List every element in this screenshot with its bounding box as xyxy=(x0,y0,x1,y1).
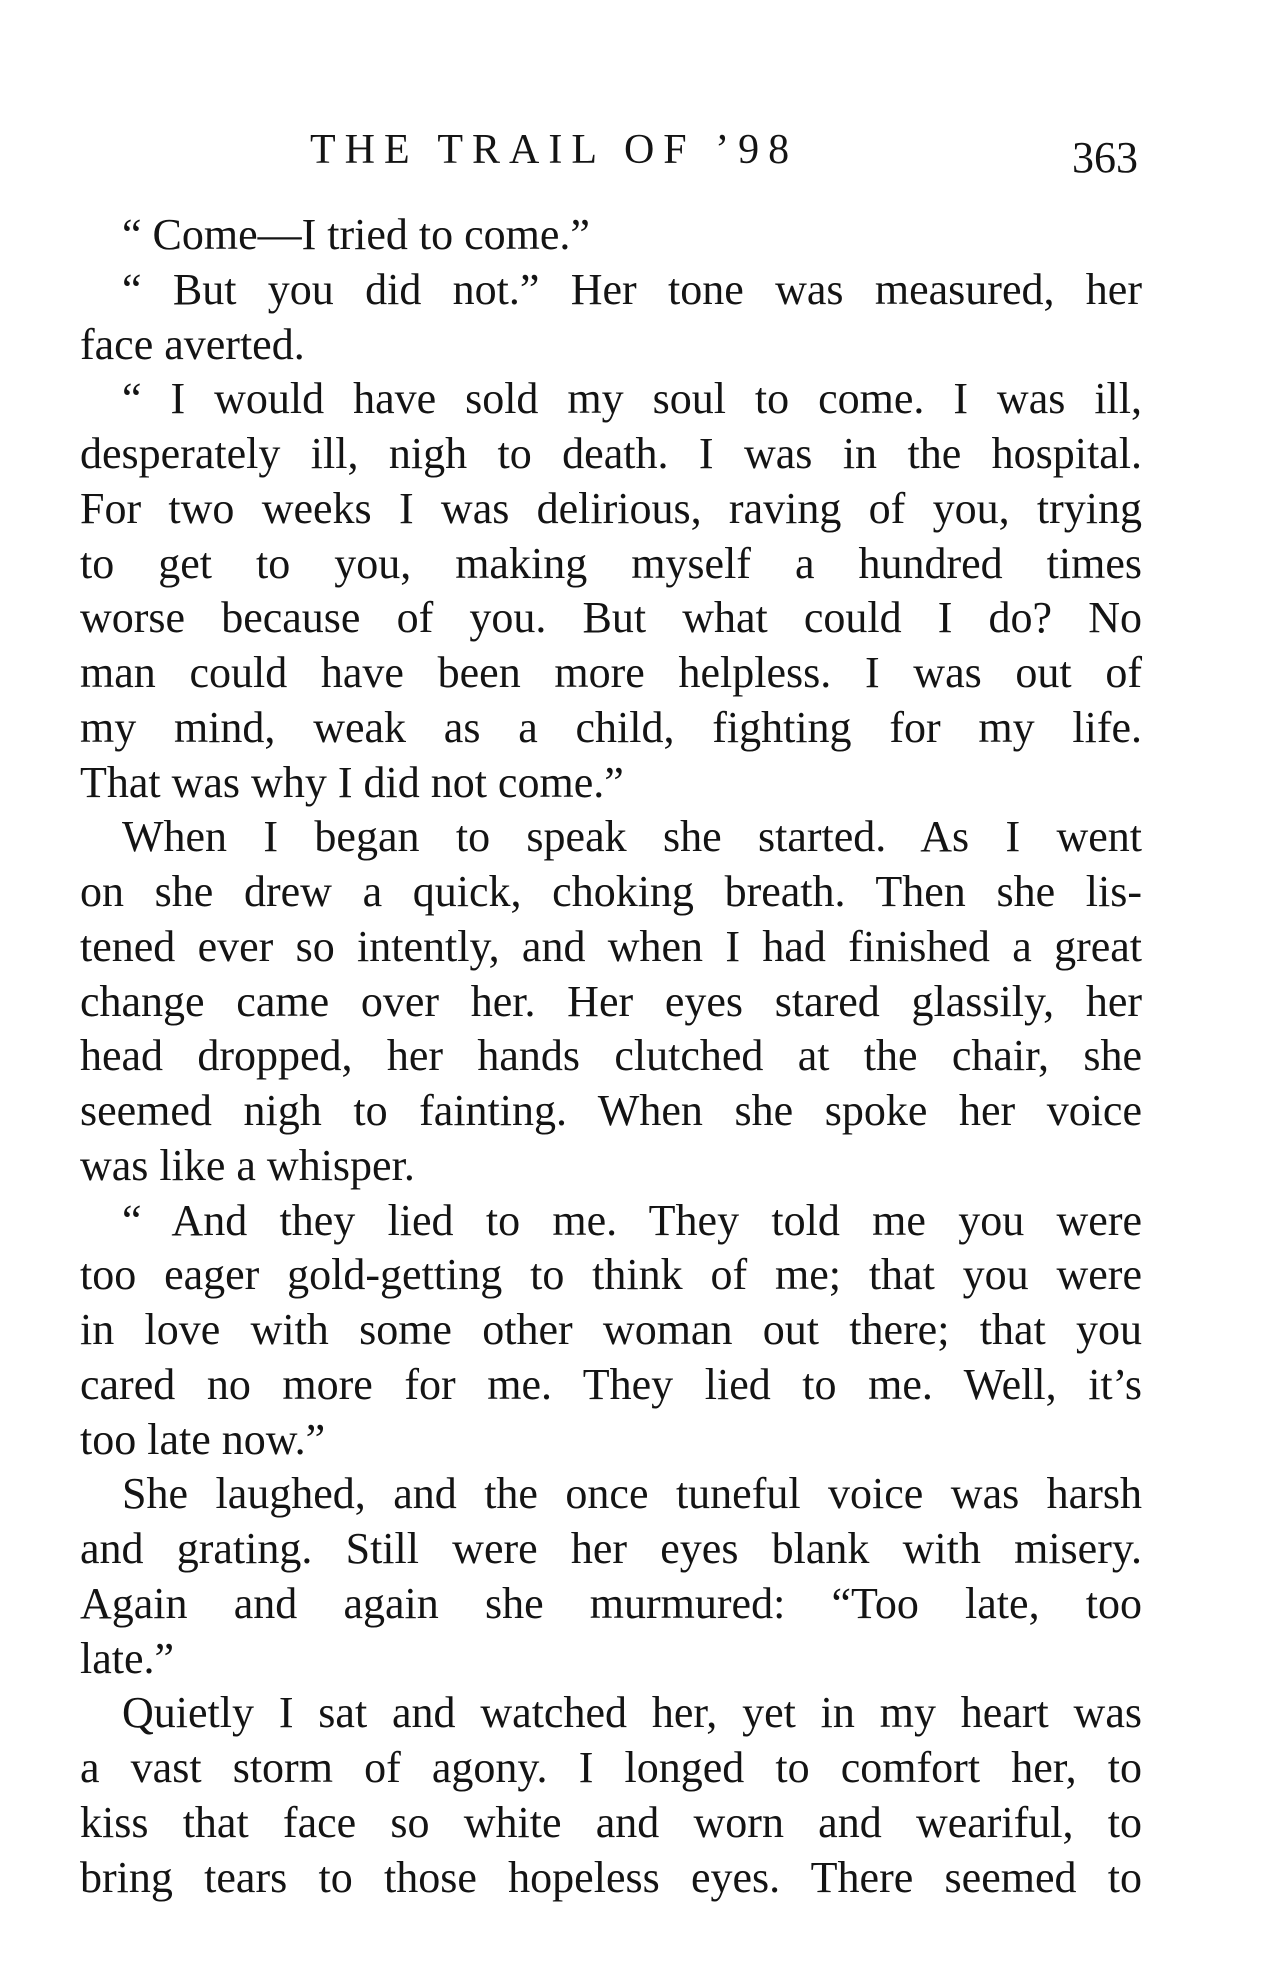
text-line: too late now.” xyxy=(80,1414,326,1464)
text-line: “ And they lied to me. They told me you were xyxy=(122,1195,1142,1245)
page-number: 363 xyxy=(1072,133,1138,182)
text-line: For two weeks I was delirious, raving of you, trying xyxy=(80,483,1142,533)
running-head xyxy=(80,120,1142,180)
text-line: face averted. xyxy=(80,319,305,369)
text-line: on she drew a quick, choking breath. Then she lis- xyxy=(80,867,1142,916)
text-line: to get to you, making myself a hundred times xyxy=(80,538,1142,588)
text-line: late.” xyxy=(80,1633,175,1683)
text-line: man could have been more helpless. I was out of xyxy=(80,648,1142,697)
text-line: tened ever so intently, and when I had finished a great xyxy=(80,921,1142,971)
text-line: That was why I did not come.” xyxy=(80,757,624,807)
text-line: my mind, weak as a child, fighting for my life. xyxy=(80,702,1142,752)
text-line: was like a whisper. xyxy=(80,1140,415,1190)
text-line: seemed nigh to fainting. When she spoke her voice xyxy=(80,1086,1142,1135)
text-line: Quietly I sat and watched her, yet in my heart was xyxy=(122,1688,1142,1738)
text-line: When I began to speak she started. As I went xyxy=(122,812,1142,862)
book-page xyxy=(80,0,1142,1964)
text-line: in love with some other woman out there; that you xyxy=(80,1305,1142,1354)
text-line: cared no more for me. They lied to me. Well, it’s xyxy=(80,1359,1142,1409)
text-line: head dropped, her hands clutched at the chair, she xyxy=(80,1031,1142,1081)
text-line: Again and again she murmured: “Too late, too xyxy=(80,1578,1142,1628)
text-line: “ But you did not.” Her tone was measured, her xyxy=(122,264,1142,314)
text-line: and grating. Still were her eyes blank with misery. xyxy=(80,1524,1142,1573)
text-line: too eager gold-getting to think of me; that you were xyxy=(80,1250,1142,1300)
text-line: She laughed, and the once tuneful voice was harsh xyxy=(122,1469,1142,1519)
text-line: change came over her. Her eyes stared glassily, her xyxy=(80,976,1142,1026)
running-title: THE TRAIL OF ’98 xyxy=(310,127,799,173)
text-line: kiss that face so white and worn and weariful, to xyxy=(80,1797,1142,1847)
body-text xyxy=(80,208,1142,1905)
text-line: “ Come—I tried to come.” xyxy=(122,210,590,259)
text-line: “ I would have sold my soul to come. I was ill, xyxy=(122,374,1142,424)
text-line: worse because of you. But what could I do? No xyxy=(80,593,1142,643)
text-line: desperately ill, nigh to death. I was in the hospital. xyxy=(80,429,1142,478)
text-line: a vast storm of agony. I longed to comfort her, to xyxy=(80,1743,1142,1792)
text-line: bring tears to those hopeless eyes. There seemed to xyxy=(80,1852,1142,1902)
